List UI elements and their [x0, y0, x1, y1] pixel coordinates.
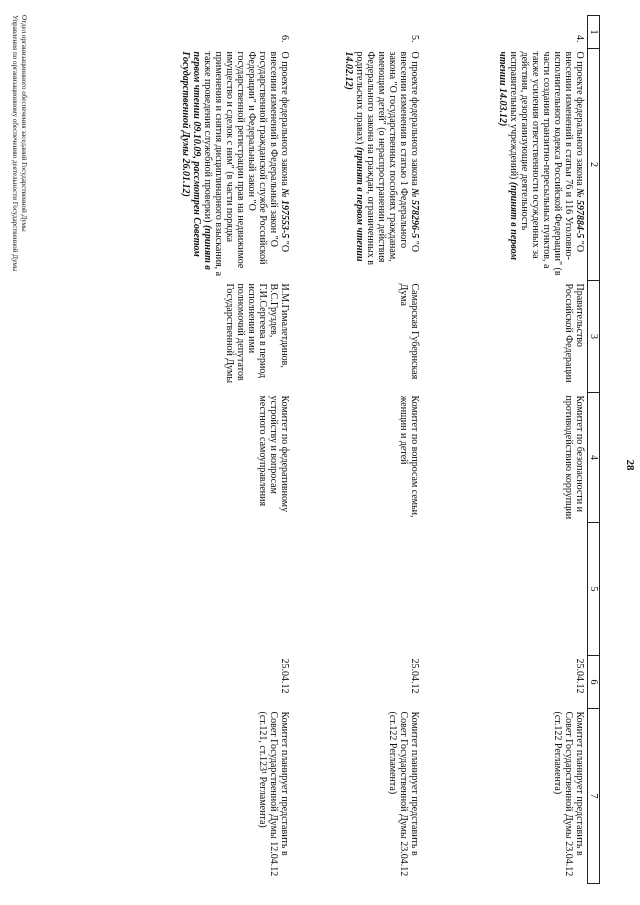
row-number: 6. [279, 35, 291, 43]
bill-number: № 578296-5 [409, 188, 421, 239]
column-5-cell [293, 523, 423, 656]
bill-title: О проекте федерального закона [574, 51, 585, 189]
column-header: 5 [588, 523, 600, 656]
column-header: 4 [588, 393, 600, 523]
remark-cell: Комитет планирует представить в Совет Государственной Думы 23.04.12 (ст.122 Регламента) [387, 711, 421, 877]
column-header: 1 [588, 16, 600, 49]
table-row [293, 16, 423, 884]
date-cell: 25.04.12 [574, 658, 585, 694]
bill-cell [93, 49, 293, 281]
bill-description: "О внесении изменения в статью 1 Федерального закона "О государственных пособиях гражданам, имеющим детей" (о нераспространении действия Федерального закона на граждан, ограниченных в родительских правах) [354, 51, 421, 266]
bill-note: (принят в первом чтении 14.03.12) [497, 51, 519, 261]
column-header: 2 [588, 49, 600, 281]
page-number: 28 [624, 459, 636, 471]
footer-line: Управления по организационному обеспечению деятельности Государственной Думы [11, 15, 19, 272]
remark-cell: Комитет планирует представить в Совет Государственной Думы 23.04.12 (ст.122 Регламента) [552, 711, 585, 877]
initiator-cell: Самарская Губернская Дума [398, 283, 421, 380]
bills-table [93, 15, 601, 884]
date-cell: 25.04.12 [409, 658, 421, 694]
date-cell: 25.04.12 [279, 658, 291, 694]
initiator-cell: Правительство Российской Федерации [563, 283, 585, 383]
committee-cell: Комитет по федеративному устройству и вопросам местного самоуправления [257, 395, 291, 513]
bill-description: "О внесении изменений в статьи 76 и 116 Уголовно-исполнительного кодекса Российской Федерации" (в части создания транзитно-пересыльных пунктов, а также усиления ответственности осужденных за действия, дезорганизующие деятельность исправительных учреждений) [508, 51, 585, 276]
committee-cell: Комитет по безопасности и противодействию коррупции [563, 395, 585, 520]
bill-title: О проекте федерального закона [279, 51, 291, 189]
table-row [93, 16, 293, 884]
bill-title: О проекте федерального закона [409, 51, 421, 189]
header-row [588, 16, 600, 884]
column-header: 7 [588, 709, 600, 884]
bill-cell [293, 49, 423, 281]
column-header: 6 [588, 656, 600, 709]
bill-number: № 597884-5 [574, 188, 585, 239]
row-number: 4. [574, 35, 585, 43]
committee-cell: Комитет по вопросам семьи, женщин и детей [398, 395, 421, 518]
initiator-cell: И.М.Гималетдинов, В.С.Груздев, Г.И.Сергеева в период исполнения ими полномочий депутатов Государственной Думы [224, 283, 291, 384]
bill-note: (принят в первом чтении 09.10.09, рассмотрен Советом Государственной Думы 26.01.12) [180, 51, 214, 270]
bill-description: "О внесении изменений в Федеральный закон "О государственной гражданской службе Российской Федерации" и Федеральный закон "О государственной регистрации прав на недвижимое имущество и сделок с ним" (в части порядка применения и снятия дисциплинарного взыскания, а также проведения служебной проверки) [202, 51, 291, 277]
row-number: 5. [409, 35, 421, 43]
column-5-cell [423, 523, 588, 656]
column-5-cell [93, 523, 293, 656]
table-row [423, 16, 588, 884]
bill-note: (принят в первом чтении 14.02.12) [343, 51, 366, 262]
column-header: 3 [588, 281, 600, 393]
bill-number: № 197553-5 [279, 188, 291, 239]
page-footer [10, 15, 28, 271]
remark-cell: Комитет планирует представить в Совет Государственной Думы 12.04.12 (ст.121, ст.123¹ Регламента) [257, 711, 291, 877]
footer-line: Отдел организационного обеспечения заседаний Государственной Думы [20, 15, 28, 232]
bill-cell [423, 49, 588, 281]
